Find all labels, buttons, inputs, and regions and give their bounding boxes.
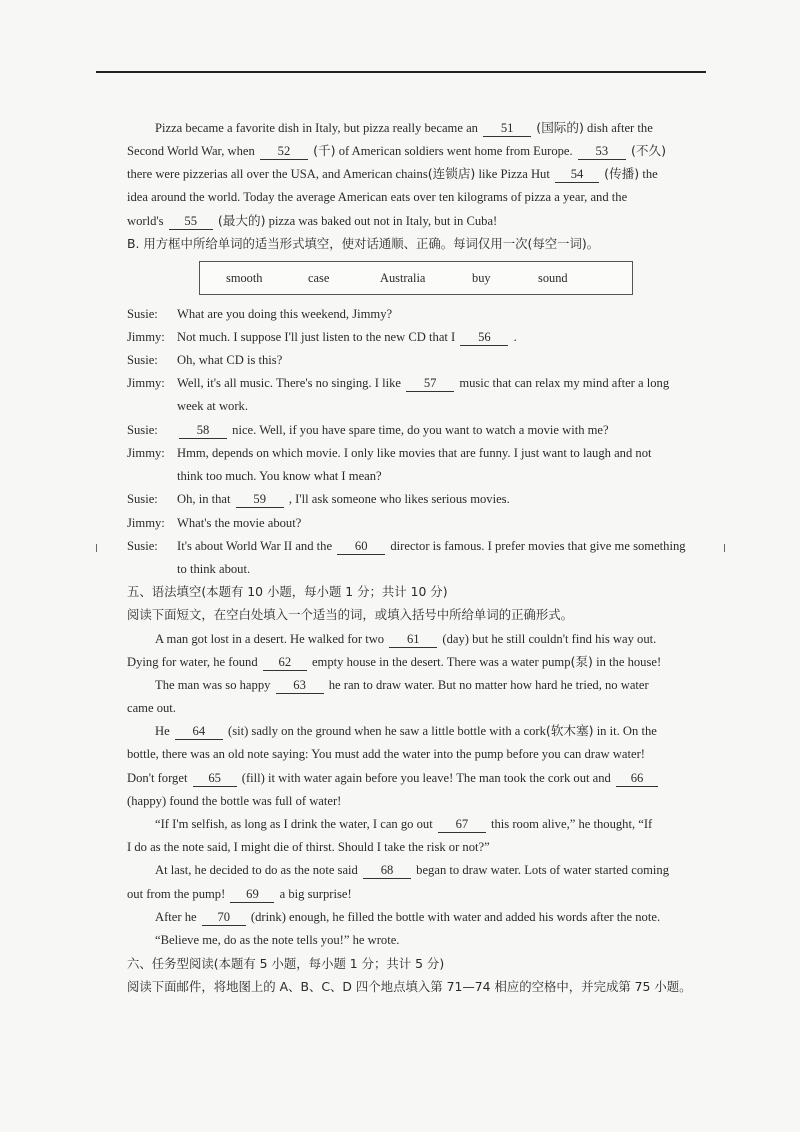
blank-52[interactable]: 52 — [260, 143, 308, 160]
text: It's about World War II and the — [177, 539, 333, 553]
text: bottle, there was an old note saying: You must add the water into the pump before you can draw water! — [127, 747, 645, 761]
speaker-label: Jimmy: — [127, 376, 165, 390]
text: pizza was baked out not in Italy, but in Cuba! — [268, 214, 498, 228]
passage-line — [155, 862, 669, 879]
dialogue-line — [127, 422, 609, 439]
section-5-instructions: 阅读下面短文，在空白处填入一个适当的词，或填入括号中所给单词的正确形式。 — [127, 607, 574, 622]
top-rule — [96, 71, 706, 73]
dialogue-line — [127, 306, 392, 322]
text: A man got lost in a desert. He walked for two — [155, 632, 385, 646]
blank-69[interactable]: 69 — [230, 886, 274, 903]
passage-line — [155, 120, 653, 137]
passage-line — [127, 770, 660, 787]
speaker-label: Susie: — [127, 492, 158, 506]
dialogue-line — [177, 561, 250, 577]
passage-line — [127, 793, 341, 809]
text: What are you doing this weekend, Jimmy? — [177, 307, 393, 321]
dialogue-line — [127, 538, 686, 555]
dialogue-line — [127, 329, 517, 346]
blank-56[interactable]: 56 — [460, 329, 508, 346]
blank-51[interactable]: 51 — [483, 120, 531, 137]
text: in the house! — [596, 655, 662, 669]
blank-54[interactable]: 54 — [555, 166, 599, 183]
passage-line — [127, 166, 658, 183]
passage-line — [127, 700, 176, 716]
text: He — [155, 724, 170, 738]
word-item: smooth — [226, 271, 263, 285]
section-6-instructions: 阅读下面邮件，将地图上的 A、B、C、D 四个地点填入第 71—74 相应的空格中，并完成第 75 小题。 — [127, 979, 692, 994]
text: Oh, what CD is this? — [177, 353, 283, 367]
text: music that can relax my mind after a long — [459, 376, 670, 390]
text: week at work. — [177, 399, 248, 413]
word-item: buy — [472, 271, 491, 285]
hint: (传播) — [604, 166, 640, 181]
passage-line — [127, 839, 490, 855]
text: I do as the note said, I might die of thirst. Should I take the risk or not?” — [127, 840, 490, 854]
dialogue-line — [127, 491, 510, 508]
dialogue-line — [177, 398, 248, 414]
speaker-label: Jimmy: — [127, 330, 165, 344]
blank-70[interactable]: 70 — [202, 909, 246, 926]
speaker-label: Susie: — [127, 353, 158, 367]
speaker-label: Susie: — [127, 539, 158, 553]
passage-line — [155, 909, 660, 926]
text: Hmm, depends on which movie. I only like movies that are funny. I just want to laugh and not — [177, 446, 652, 460]
blank-63[interactable]: 63 — [276, 677, 324, 694]
text: (sit) sadly on the ground when he saw a little bottle with a cork — [228, 724, 546, 738]
text: like Pizza Hut — [478, 167, 550, 181]
blank-61[interactable]: 61 — [389, 631, 437, 648]
text: Pizza became a favorite dish in Italy, but pizza really became an — [155, 121, 478, 135]
word-item: Australia — [380, 271, 426, 285]
text: empty house in the desert. There was a water pump — [311, 655, 571, 669]
text: After he — [155, 910, 197, 924]
passage-line — [127, 143, 666, 160]
text: came out. — [127, 701, 176, 715]
hint: (最大的) — [217, 213, 266, 228]
word-item: sound — [538, 271, 568, 285]
text: nice. Well, if you have spare time, do you want to watch a movie with me? — [232, 423, 609, 437]
dialogue-line — [127, 352, 282, 368]
section-b-title: B. 用方框中所给单词的适当形式填空，使对话通顺、正确。每词仅用一次(每空一词)。 — [127, 236, 600, 251]
dialogue-line — [177, 468, 382, 484]
margin-mark — [96, 544, 97, 552]
hint: (不久) — [630, 143, 666, 158]
speaker-label: Susie: — [127, 423, 158, 437]
blank-60[interactable]: 60 — [337, 538, 385, 555]
dialogue-line — [127, 445, 652, 461]
text: Oh, in that — [177, 492, 231, 506]
passage-line — [155, 932, 399, 948]
text: (drink) enough, he filled the bottle with water and added his words after the note. — [250, 910, 661, 924]
hint: (软木塞) — [545, 723, 594, 738]
dialogue-line — [127, 375, 669, 392]
text: Dying for water, he found — [127, 655, 258, 669]
passage-line — [127, 189, 627, 205]
text: “Believe me, do as the note tells you!” he wrote. — [155, 933, 400, 947]
blank-58[interactable]: 58 — [179, 422, 227, 439]
hint: (泵) — [570, 654, 593, 669]
text: think too much. You know what I mean? — [177, 469, 382, 483]
blank-66[interactable]: 66 — [616, 770, 658, 787]
text: out from the pump! — [127, 887, 226, 901]
passage-line — [155, 816, 652, 833]
text: At last, he decided to do as the note said — [155, 863, 358, 877]
text: to think about. — [177, 562, 251, 576]
text: of American soldiers went home from Europe. — [338, 144, 573, 158]
text: Second World War, when — [127, 144, 255, 158]
blank-55[interactable]: 55 — [169, 213, 213, 230]
blank-65[interactable]: 65 — [193, 770, 237, 787]
blank-62[interactable]: 62 — [263, 654, 307, 671]
text: director is famous. I prefer movies that give me something — [390, 539, 686, 553]
text: there were pizzerias all over the USA, and American chains — [127, 167, 428, 181]
blank-67[interactable]: 67 — [438, 816, 486, 833]
passage-line — [155, 723, 657, 740]
text: a big surprise! — [279, 887, 352, 901]
passage-line — [155, 631, 656, 648]
hint: (千) — [313, 143, 336, 158]
text: The man was so happy — [155, 678, 271, 692]
blank-68[interactable]: 68 — [363, 862, 411, 879]
text: the — [642, 167, 658, 181]
text: in it. On the — [596, 724, 657, 738]
text: (day) but he still couldn't find his way out. — [442, 632, 657, 646]
speaker-label: Susie: — [127, 307, 158, 321]
text: Well, it's all music. There's no singing. I like — [177, 376, 401, 390]
text: (happy) found the bottle was full of water! — [127, 794, 342, 808]
text: “If I'm selfish, as long as I drink the water, I can go out — [155, 817, 433, 831]
text: What's the movie about? — [177, 516, 302, 530]
section-6-title: 六、任务型阅读(本题有 5 小题，每小题 1 分；共计 5 分) — [127, 956, 445, 971]
text: world's — [127, 214, 164, 228]
text: Not much. I suppose I'll just listen to the new CD that I — [177, 330, 456, 344]
section-5-title: 五、语法填空(本题有 10 小题，每小题 1 分；共计 10 分) — [127, 584, 448, 599]
speaker-label: Jimmy: — [127, 446, 165, 460]
blank-64[interactable]: 64 — [175, 723, 223, 740]
speaker-label: Jimmy: — [127, 516, 165, 530]
margin-mark — [724, 544, 725, 552]
text: began to draw water. Lots of water started coming — [416, 863, 670, 877]
text: dish after the — [587, 121, 653, 135]
text: Don't forget — [127, 771, 188, 785]
word-item: case — [308, 271, 330, 285]
passage-line — [155, 677, 649, 694]
blank-59[interactable]: 59 — [236, 491, 284, 508]
passage-line — [127, 746, 645, 762]
text: he ran to draw water. But no matter how hard he tried, no water — [328, 678, 649, 692]
passage-line — [127, 213, 497, 230]
text: this room alive,” he thought, “If — [491, 817, 653, 831]
passage-line — [127, 654, 661, 671]
hint: (国际的) — [536, 120, 584, 135]
text: (fill) it with water again before you leave! The man took the cork out and — [241, 771, 611, 785]
blank-57[interactable]: 57 — [406, 375, 454, 392]
hint: (连锁店) — [427, 166, 476, 181]
text: , I'll ask someone who likes serious movies. — [288, 492, 510, 506]
text: . — [513, 330, 517, 344]
blank-53[interactable]: 53 — [578, 143, 626, 160]
dialogue-line — [127, 515, 301, 531]
passage-line — [127, 886, 352, 903]
text: idea around the world. Today the average American eats over ten kilograms of pizza a year, and the — [127, 190, 628, 204]
word-box — [199, 261, 633, 295]
